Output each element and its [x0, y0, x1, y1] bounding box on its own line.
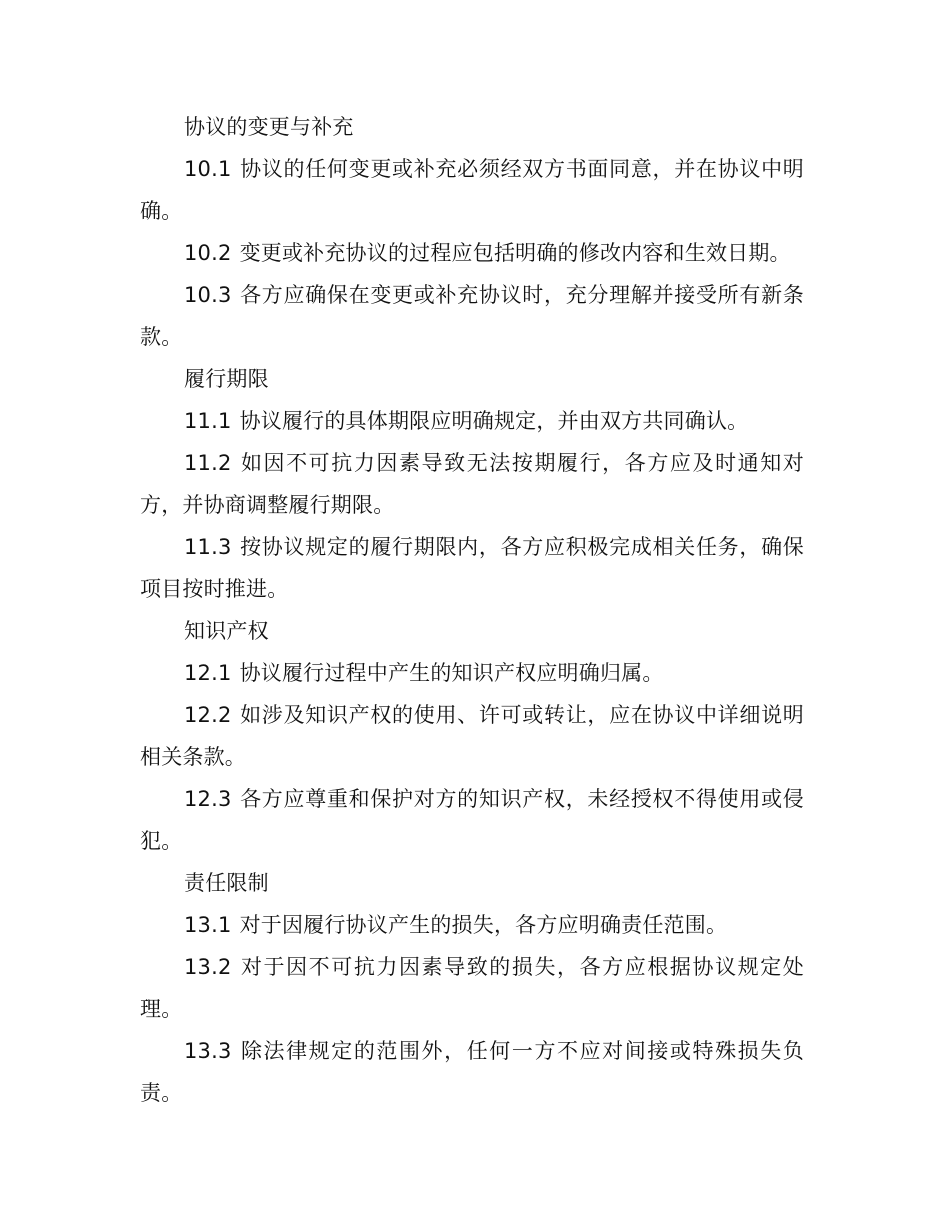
- clause-12-2: [140, 694, 804, 778]
- clause-number: 12.1: [184, 661, 232, 685]
- clause-13-1: [140, 904, 804, 946]
- clause-13-2: [140, 946, 804, 1030]
- clause-11-1: [140, 400, 804, 442]
- clause-12-1: [140, 652, 804, 694]
- clause-number: 10.3: [184, 283, 232, 307]
- clause-text: 协议的任何变更或补充必须经双方书面同意，并在协议中明确。: [140, 157, 804, 223]
- clause-10-1: [140, 148, 804, 232]
- clause-text: 各方应尊重和保护对方的知识产权，未经授权不得使用或侵犯。: [140, 787, 804, 853]
- clause-text: 如因不可抗力因素导致无法按期履行，各方应及时通知对方，并协商调整履行期限。: [140, 451, 804, 517]
- clause-number: 11.3: [184, 535, 232, 559]
- clause-11-2: [140, 442, 804, 526]
- clause-number: 10.2: [184, 241, 232, 265]
- clause-number: 12.3: [184, 787, 232, 811]
- clause-text: 协议履行过程中产生的知识产权应明确归属。: [239, 661, 664, 685]
- clause-10-2: [140, 232, 804, 274]
- clause-number: 10.1: [184, 157, 232, 181]
- clause-number: 12.2: [184, 703, 232, 727]
- section-heading-intellectual-property: 知识产权: [184, 619, 269, 643]
- clause-text: 按协议规定的履行期限内，各方应积极完成相关任务，确保项目按时推进。: [140, 535, 804, 601]
- clause-10-3: [140, 274, 804, 358]
- clause-text: 如涉及知识产权的使用、许可或转让，应在协议中详细说明相关条款。: [140, 703, 804, 769]
- clause-number: 11.2: [184, 451, 232, 475]
- clause-text: 变更或补充协议的过程应包括明确的修改内容和生效日期。: [239, 241, 791, 265]
- clause-12-3: [140, 778, 804, 862]
- section-heading-performance-period: 履行期限: [184, 367, 269, 391]
- document-body: [140, 106, 804, 1114]
- clause-number: 13.3: [184, 1039, 232, 1063]
- clause-13-3: [140, 1030, 804, 1114]
- clause-number: 13.1: [184, 913, 232, 937]
- clause-number: 11.1: [184, 409, 232, 433]
- clause-text: 协议履行的具体期限应明确规定，并由双方共同确认。: [239, 409, 749, 433]
- clause-number: 13.2: [184, 955, 232, 979]
- clause-text: 对于因履行协议产生的损失，各方应明确责任范围。: [239, 913, 728, 937]
- clause-11-3: [140, 526, 804, 610]
- clause-text: 各方应确保在变更或补充协议时，充分理解并接受所有新条款。: [140, 283, 804, 349]
- section-heading-amendments: 协议的变更与补充: [184, 115, 354, 139]
- clause-text: 除法律规定的范围外，任何一方不应对间接或特殊损失负责。: [140, 1039, 804, 1105]
- clause-text: 对于因不可抗力因素导致的损失，各方应根据协议规定处理。: [140, 955, 804, 1021]
- section-heading-liability-limits: 责任限制: [184, 871, 269, 895]
